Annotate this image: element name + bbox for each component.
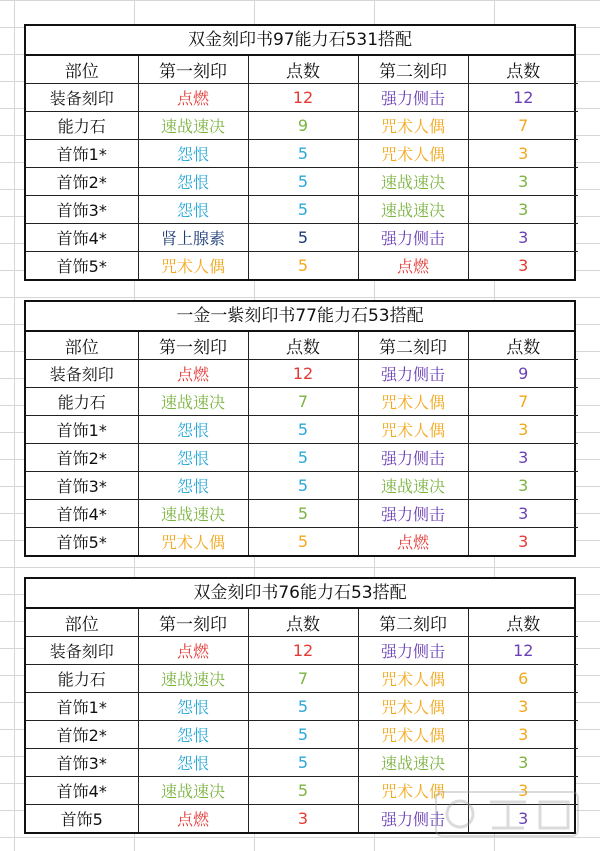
table-cell: 咒术人偶 [358,416,468,444]
table-cell: 3 [468,140,578,168]
column-header: 点数 [248,56,358,84]
table-cell: 3 [468,444,578,472]
table-cell: 首饰5* [26,252,138,280]
column-header: 点数 [248,332,358,360]
table-cell: 点燃 [138,84,248,112]
build-grid [26,56,578,279]
table-row [26,528,578,556]
table-row [26,168,578,196]
table-cell: 首饰3* [26,196,138,224]
table-row [26,112,578,140]
table-cell: 咒术人偶 [358,693,468,721]
table-row [26,500,578,528]
table-cell: 12 [248,637,358,665]
table-cell: 咒术人偶 [358,140,468,168]
table-cell: 速战速决 [358,749,468,777]
table-cell: 点燃 [138,805,248,833]
table-row [26,637,578,665]
table-cell: 5 [248,693,358,721]
table-cell: 怨恨 [138,416,248,444]
table-cell: 怨恨 [138,721,248,749]
table-cell: 点燃 [358,252,468,280]
table-row [26,472,578,500]
table-cell: 强力侧击 [358,637,468,665]
table-cell: 3 [468,777,578,805]
table-cell: 12 [248,84,358,112]
table-cell: 点燃 [138,360,248,388]
table-cell: 3 [468,500,578,528]
table-cell: 首饰2* [26,721,138,749]
table-cell: 能力石 [26,112,138,140]
table-cell: 7 [468,388,578,416]
table-cell: 3 [468,196,578,224]
table-cell: 咒术人偶 [358,665,468,693]
table-cell: 12 [248,360,358,388]
column-header: 部位 [26,56,138,84]
table-cell: 3 [468,528,578,556]
column-header: 第一刻印 [138,56,248,84]
table-cell: 3 [468,693,578,721]
column-header: 点数 [468,332,578,360]
table-cell: 怨恨 [138,168,248,196]
table-cell: 首饰3* [26,472,138,500]
table-cell: 3 [468,721,578,749]
build-table-2 [24,300,576,557]
table-cell: 5 [248,140,358,168]
column-header: 第二刻印 [358,609,468,637]
column-header: 部位 [26,609,138,637]
table-cell: 9 [468,360,578,388]
table-cell: 5 [248,416,358,444]
table-cell: 强力侧击 [358,805,468,833]
table-row [26,749,578,777]
table-cell: 5 [248,252,358,280]
table-cell: 7 [248,388,358,416]
table-row [26,665,578,693]
table-cell: 3 [468,805,578,833]
table-row [26,196,578,224]
table-cell: 咒术人偶 [138,528,248,556]
table-cell: 7 [248,665,358,693]
table-cell: 5 [248,444,358,472]
column-header: 点数 [248,609,358,637]
table-cell: 速战速决 [138,665,248,693]
table-cell: 怨恨 [138,444,248,472]
table-cell: 5 [248,777,358,805]
table-cell: 12 [468,84,578,112]
table-cell: 3 [468,252,578,280]
table-cell: 5 [248,168,358,196]
table-cell: 首饰4* [26,777,138,805]
header-row [26,56,578,84]
table-cell: 首饰1* [26,416,138,444]
column-header: 点数 [468,56,578,84]
table-row [26,252,578,280]
header-row [26,609,578,637]
table-cell: 点燃 [138,637,248,665]
table-cell: 装备刻印 [26,637,138,665]
table-cell: 能力石 [26,388,138,416]
table-cell: 3 [248,805,358,833]
table-row [26,693,578,721]
table-cell: 首饰2* [26,168,138,196]
table-cell: 首饰4* [26,224,138,252]
table-cell: 首饰2* [26,444,138,472]
header-row [26,332,578,360]
table-cell: 装备刻印 [26,84,138,112]
table-cell: 5 [248,196,358,224]
table-cell: 6 [468,665,578,693]
table-cell: 3 [468,416,578,444]
column-header: 第二刻印 [358,332,468,360]
table-cell: 怨恨 [138,749,248,777]
table-cell: 速战速决 [138,777,248,805]
table-cell: 5 [248,500,358,528]
table-row [26,140,578,168]
table-cell: 强力侧击 [358,224,468,252]
table-row [26,84,578,112]
table-cell: 咒术人偶 [138,252,248,280]
table-row [26,388,578,416]
table-cell: 3 [468,224,578,252]
table-cell: 咒术人偶 [358,388,468,416]
table-cell: 强力侧击 [358,500,468,528]
table-cell: 3 [468,749,578,777]
column-header: 第一刻印 [138,332,248,360]
table-title: 双金刻印书97能力石531搭配 [26,26,574,56]
table-cell: 速战速决 [358,472,468,500]
build-grid [26,332,578,555]
table-title: 双金刻印书76能力石53搭配 [26,579,574,609]
table-cell: 9 [248,112,358,140]
table-cell: 首饰5* [26,528,138,556]
table-cell: 咒术人偶 [358,112,468,140]
watermark-logo-icon [432,786,582,841]
column-header: 第二刻印 [358,56,468,84]
table-cell: 速战速决 [138,388,248,416]
table-cell: 肾上腺素 [138,224,248,252]
table-cell: 咒术人偶 [358,721,468,749]
build-table-1 [24,24,576,281]
table-cell: 3 [468,168,578,196]
table-row [26,224,578,252]
table-cell: 12 [468,637,578,665]
table-cell: 5 [248,528,358,556]
table-cell: 能力石 [26,665,138,693]
table-cell: 速战速决 [358,196,468,224]
table-cell: 首饰5 [26,805,138,833]
table-row [26,360,578,388]
table-cell: 点燃 [358,528,468,556]
table-cell: 速战速决 [138,112,248,140]
table-row [26,444,578,472]
table-cell: 怨恨 [138,693,248,721]
table-cell: 强力侧击 [358,84,468,112]
table-cell: 首饰1* [26,140,138,168]
table-cell: 首饰3* [26,749,138,777]
table-cell: 5 [248,721,358,749]
table-cell: 强力侧击 [358,444,468,472]
table-cell: 5 [248,224,358,252]
table-cell: 首饰4* [26,500,138,528]
table-cell: 咒术人偶 [358,777,468,805]
table-cell: 怨恨 [138,196,248,224]
column-header: 第一刻印 [138,609,248,637]
table-cell: 强力侧击 [358,360,468,388]
column-header: 部位 [26,332,138,360]
table-cell: 5 [248,472,358,500]
table-cell: 速战速决 [358,168,468,196]
table-cell: 怨恨 [138,140,248,168]
table-cell: 7 [468,112,578,140]
column-header: 点数 [468,609,578,637]
table-cell: 5 [248,749,358,777]
table-cell: 首饰1* [26,693,138,721]
table-cell: 怨恨 [138,472,248,500]
table-cell: 装备刻印 [26,360,138,388]
table-cell: 3 [468,472,578,500]
table-row [26,721,578,749]
table-title: 一金一紫刻印书77能力石53搭配 [26,302,574,332]
table-row [26,416,578,444]
table-cell: 速战速决 [138,500,248,528]
